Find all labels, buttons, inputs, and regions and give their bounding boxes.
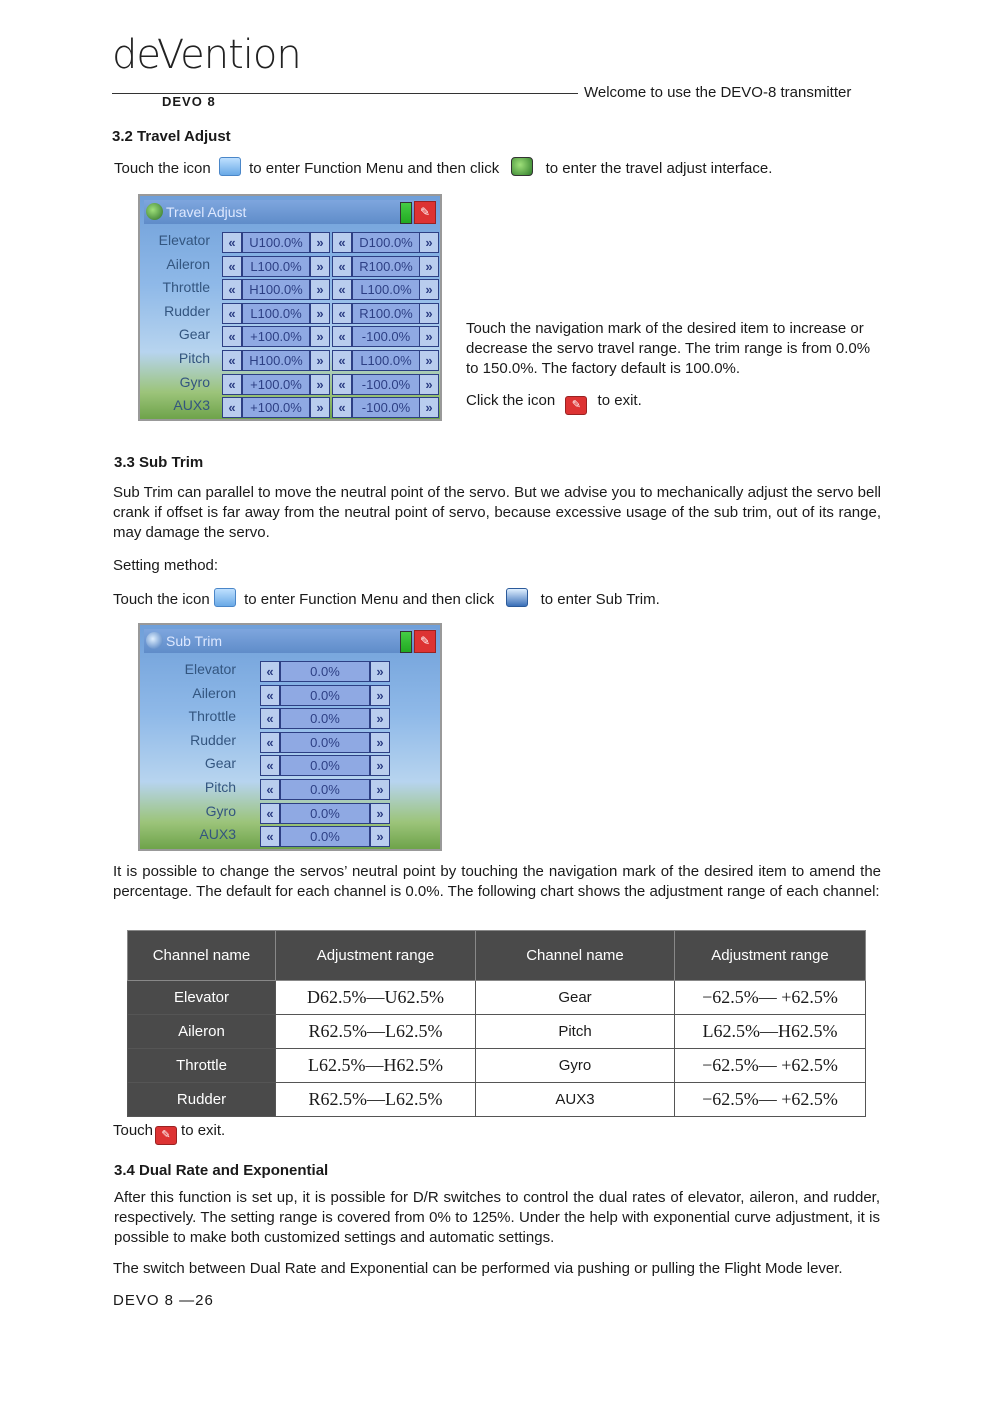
channel-label: Rudder [164,302,210,319]
travel-description: Touch the navigation mark of the desired item to increase or decrease the servo travel range. The trim range is from 0.0% to 150.0%. The factory default is 100.0%. [466,320,871,377]
subtrim-intro-c: to enter Sub Trim. [540,591,660,608]
table-row [128,981,866,1015]
increase-a-button[interactable]: » [310,303,330,324]
travel-screen-titlebar [144,200,436,224]
decrease-button[interactable]: « [260,755,280,776]
battery-icon [400,202,412,224]
increase-button[interactable]: » [370,708,390,729]
header-divider [112,93,578,94]
subtrim-exit-instruction [113,1121,225,1145]
decrease-button[interactable]: « [260,826,280,847]
travel-row [140,232,440,254]
range-cell: −62.5%— +62.5% [675,1083,866,1117]
subtrim-value: 0.0% [280,779,370,800]
travel-value-a: +100.0% [242,397,310,418]
decrease-a-button[interactable]: « [222,326,242,347]
subtrim-para2: It is possible to change the servos’ neutral point by touching the navigation mark of the desired item to amend the percentage. The default for each channel is 0.0%. The following chart shows the adjustment range of each channel: [113,863,881,900]
travel-exit-instruction [466,391,642,415]
increase-a-button[interactable]: » [310,256,330,277]
travel-row [140,279,440,301]
subtrim-row [140,708,440,730]
subtrim-exit-b: to exit. [181,1122,226,1139]
increase-a-button[interactable]: » [310,279,330,300]
decrease-b-button[interactable]: « [332,374,352,395]
decrease-a-button[interactable]: « [222,279,242,300]
channel-label: Pitch [204,779,236,795]
travel-exit-b: to exit. [597,392,642,409]
subtrim-row [140,661,440,683]
subtrim-row [140,779,440,801]
channel-label: AUX3 [199,826,236,843]
decrease-a-button[interactable]: « [222,256,242,277]
table-header: Adjustment range [276,931,476,981]
range-cell: R62.5%—L62.5% [276,1015,476,1049]
subtrim-row [140,826,440,848]
decrease-b-button[interactable]: « [332,303,352,324]
subtrim-value: 0.0% [280,661,370,682]
channel-label: Elevator [158,232,210,248]
travel-row [140,303,440,325]
decrease-a-button[interactable]: « [222,374,242,395]
travel-value-b: L100.0% [352,279,420,300]
section-title-sub-trim: 3.3 Sub Trim [114,454,204,471]
travel-value-b: D100.0% [352,232,420,253]
increase-a-button[interactable]: » [310,350,330,371]
travel-value-b: L100.0% [352,350,420,371]
increase-b-button[interactable]: » [419,303,439,324]
range-cell: R62.5%—L62.5% [276,1083,476,1117]
brand-model: DEVO 8 [162,94,216,109]
travel-value-a: U100.0% [242,232,310,253]
channel-name-cell: Throttle [128,1049,276,1083]
decrease-b-button[interactable]: « [332,397,352,418]
increase-button[interactable]: » [370,755,390,776]
table-header-row [128,931,866,981]
subtrim-intro-a: Touch the icon [113,591,210,608]
subtrim-row [140,732,440,754]
increase-button[interactable]: » [370,661,390,682]
travel-value-a: L100.0% [242,303,310,324]
channel-label: Throttle [162,279,210,296]
function-menu-icon [219,157,241,176]
channel-label: Rudder [190,731,236,748]
sub-trim-screen [138,623,442,851]
subtrim-para1: Sub Trim can parallel to move the neutral point of the servo. But we advise you to mechanically adjust the servo bell crank if offset is far away from the neutral point of servo, because excessive usage of the sub trim, out of its range, may damage the servo. [113,484,881,541]
subtrim-value: 0.0% [280,732,370,753]
channel-label: Gear [178,326,210,343]
decrease-a-button[interactable]: « [222,397,242,418]
decrease-button[interactable]: « [260,708,280,729]
travel-adjust-icon [511,157,533,176]
sub-trim-icon [146,632,163,649]
travel-row [140,256,440,278]
decrease-b-button[interactable]: « [332,232,352,253]
battery-icon [400,631,412,653]
exit-icon[interactable]: ✎ [414,201,436,224]
travel-row [140,350,440,372]
range-cell: L62.5%—H62.5% [276,1049,476,1083]
subtrim-value: 0.0% [280,755,370,776]
adjustment-range-table [127,930,866,1117]
increase-b-button[interactable]: » [419,279,439,300]
travel-screen-title: Travel Adjust [166,204,247,220]
decrease-b-button[interactable]: « [332,256,352,277]
subtrim-row [140,755,440,777]
travel-intro-c: to enter the travel adjust interface. [545,160,773,177]
decrease-button[interactable]: « [260,661,280,682]
decrease-button[interactable]: « [260,685,280,706]
table-header: Channel name [476,931,675,981]
table-header: Channel name [128,931,276,981]
channel-label: Gyro [205,802,236,819]
decrease-a-button[interactable]: « [222,232,242,253]
travel-row [140,326,440,348]
channel-name-cell: AUX3 [476,1083,675,1117]
subtrim-screen-titlebar [144,629,436,653]
subtrim-row [140,803,440,825]
function-menu-icon [214,588,236,607]
channel-name-cell: Pitch [476,1015,675,1049]
decrease-button[interactable]: « [260,732,280,753]
table-header: Adjustment range [675,931,866,981]
travel-value-a: H100.0% [242,350,310,371]
channel-name-cell: Elevator [128,981,276,1015]
channel-label: Elevator [184,661,236,677]
dual-rate-para1: After this function is set up, it is possible for D/R switches to control the dual rates of elevator, aileron, and rudder, respectively. The setting range is covered from 0% to 125%. Under the help with exponential curve adjustment, it is possible to make both customized settings and automatic settings. [114,1189,880,1246]
subtrim-value: 0.0% [280,803,370,824]
increase-b-button[interactable]: » [419,232,439,253]
travel-intro-b: to enter Function Menu and then click [249,160,500,177]
increase-a-button[interactable]: » [310,232,330,253]
decrease-b-button[interactable]: « [332,279,352,300]
subtrim-setting-method: Setting method: [113,557,219,574]
subtrim-intro-b: to enter Function Menu and then click [244,591,495,608]
travel-value-a: L100.0% [242,256,310,277]
globe-icon [146,203,163,220]
section-title-dual-rate: 3.4 Dual Rate and Exponential [114,1162,329,1179]
channel-label: Gyro [179,373,210,390]
decrease-b-button[interactable]: « [332,350,352,371]
travel-value-a: +100.0% [242,326,310,347]
subtrim-intro [113,588,660,610]
subtrim-value: 0.0% [280,708,370,729]
travel-exit-a: Click the icon [466,392,556,409]
travel-adjust-screen [138,194,442,421]
increase-b-button[interactable]: » [419,374,439,395]
travel-value-b: -100.0% [352,374,420,395]
travel-intro-a: Touch the icon [114,160,211,177]
exit-icon: ✎ [565,396,587,415]
travel-intro [114,157,772,179]
travel-value-a: H100.0% [242,279,310,300]
travel-value-b: -100.0% [352,397,420,418]
subtrim-screen-title: Sub Trim [166,633,223,649]
dual-rate-para2: The switch between Dual Rate and Exponential can be performed via pushing or pulling the Flight Mode lever. [113,1260,843,1277]
range-cell: D62.5%—U62.5% [276,981,476,1015]
header-welcome: Welcome to use the DEVO-8 transmitter [584,84,852,101]
increase-b-button[interactable]: » [419,397,439,418]
increase-button[interactable]: » [370,803,390,824]
range-cell: L62.5%—H62.5% [675,1015,866,1049]
travel-row [140,397,440,419]
exit-icon: ✎ [155,1126,177,1145]
sub-trim-icon [506,588,528,607]
increase-button[interactable]: » [370,779,390,800]
channel-label: Aileron [192,684,236,701]
travel-value-b: R100.0% [352,256,420,277]
channel-label: Aileron [166,255,210,272]
channel-name-cell: Gyro [476,1049,675,1083]
increase-b-button[interactable]: » [419,256,439,277]
table-row [128,1015,866,1049]
table-row [128,1049,866,1083]
exit-icon[interactable]: ✎ [414,630,436,653]
increase-button[interactable]: » [370,685,390,706]
channel-label: Pitch [178,350,210,366]
decrease-a-button[interactable]: « [222,350,242,371]
travel-value-b: R100.0% [352,303,420,324]
channel-label: Gear [204,755,236,772]
travel-value-b: -100.0% [352,326,420,347]
increase-b-button[interactable]: » [419,326,439,347]
subtrim-exit-a: Touch [113,1122,154,1139]
increase-button[interactable]: » [370,732,390,753]
decrease-b-button[interactable]: « [332,326,352,347]
increase-b-button[interactable]: » [419,350,439,371]
channel-name-cell: Gear [476,981,675,1015]
range-cell: −62.5%— +62.5% [675,1049,866,1083]
decrease-button[interactable]: « [260,779,280,800]
increase-a-button[interactable]: » [310,397,330,418]
subtrim-row [140,685,440,707]
increase-a-button[interactable]: » [310,374,330,395]
channel-label: Throttle [188,708,236,725]
table-row [128,1083,866,1117]
travel-row [140,374,440,396]
range-cell: −62.5%— +62.5% [675,981,866,1015]
travel-value-a: +100.0% [242,374,310,395]
increase-a-button[interactable]: » [310,326,330,347]
page-footer: DEVO 8 —26 [113,1292,214,1309]
decrease-button[interactable]: « [260,803,280,824]
channel-name-cell: Aileron [128,1015,276,1049]
channel-label: AUX3 [173,397,210,414]
subtrim-value: 0.0% [280,826,370,847]
channel-name-cell: Rudder [128,1083,276,1117]
decrease-a-button[interactable]: « [222,303,242,324]
brand-logo: deVention [112,32,301,78]
increase-button[interactable]: » [370,826,390,847]
subtrim-value: 0.0% [280,685,370,706]
section-title-travel-adjust: 3.2 Travel Adjust [112,128,231,145]
